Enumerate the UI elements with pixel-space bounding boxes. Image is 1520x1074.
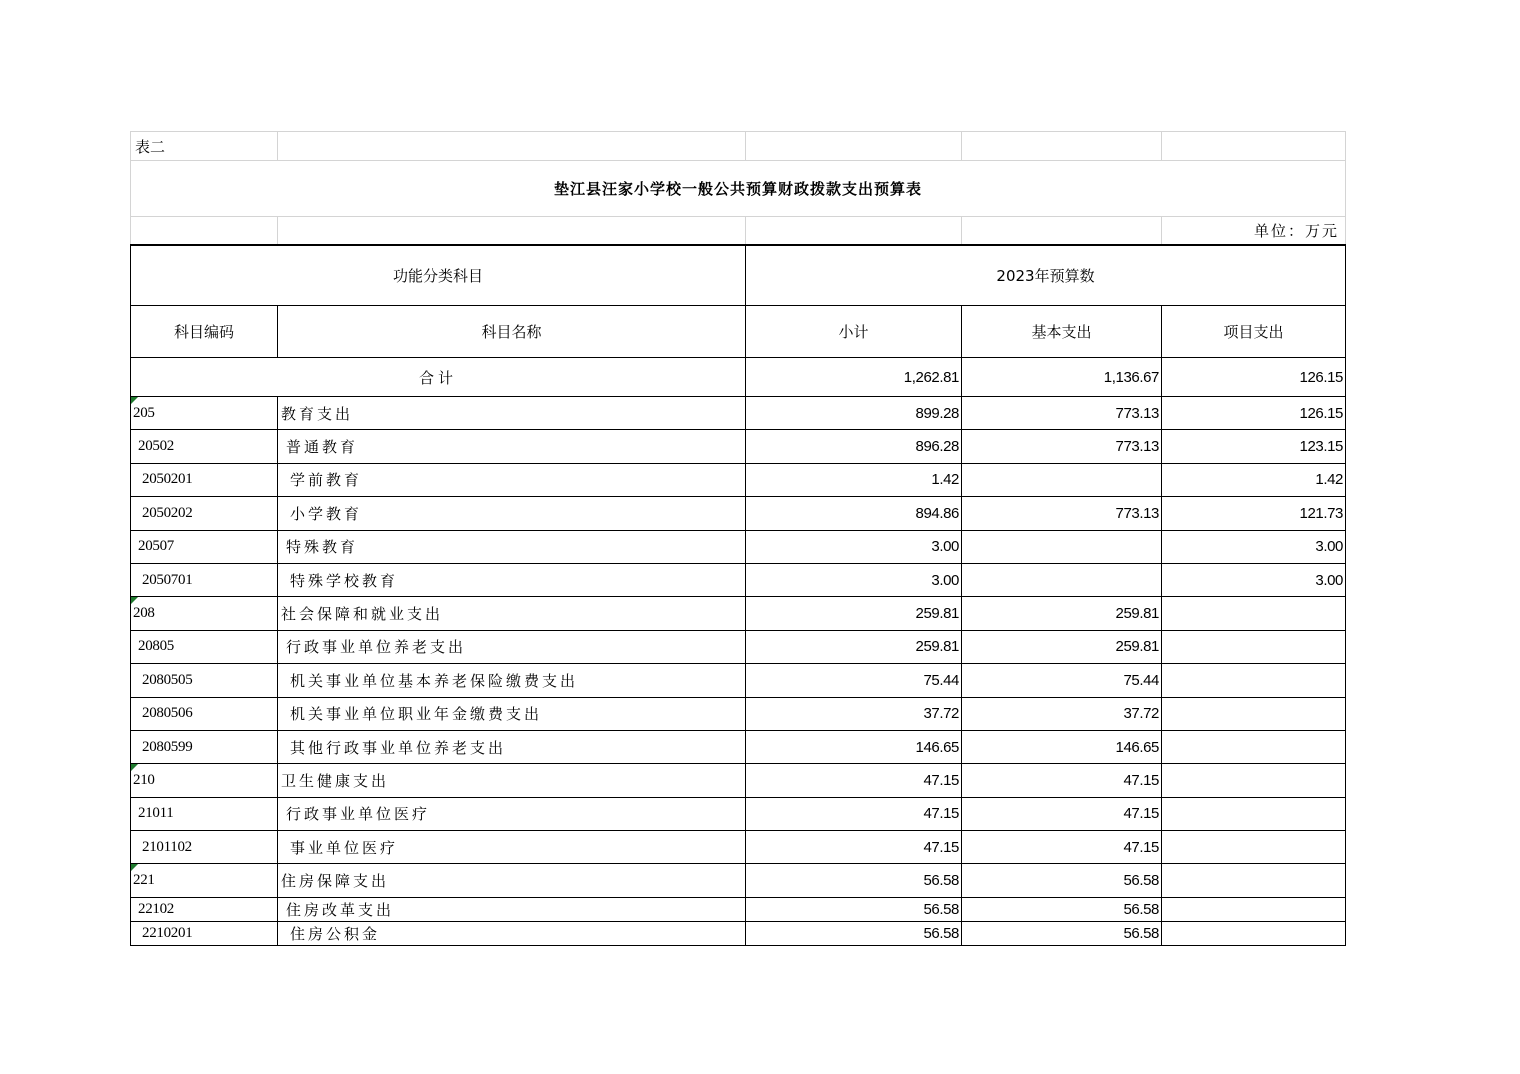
row-subtotal: 1.42	[746, 463, 962, 496]
title-row	[131, 161, 1346, 217]
table-row	[131, 563, 1346, 596]
row-code: 208	[131, 597, 278, 630]
row-code: 22102	[131, 897, 278, 921]
table-row	[131, 897, 1346, 921]
sheet-label: 表二	[131, 132, 278, 161]
row-name: 卫生健康支出	[278, 764, 746, 797]
unit-label: 单位：万元	[1162, 217, 1346, 245]
table-row	[131, 397, 1346, 430]
row-project: 3.00	[1162, 530, 1346, 563]
row-subtotal: 259.81	[746, 597, 962, 630]
header-budget-group: 2023年预算数	[746, 245, 1346, 306]
row-basic: 56.58	[962, 897, 1162, 921]
row-code: 205	[131, 397, 278, 430]
table-row	[131, 430, 1346, 463]
row-name: 其他行政事业单位养老支出	[278, 730, 746, 763]
row-name: 社会保障和就业支出	[278, 597, 746, 630]
header-group-row	[131, 245, 1346, 306]
table-row	[131, 697, 1346, 730]
row-name: 机关事业单位职业年金缴费支出	[278, 697, 746, 730]
cell-marker-icon	[131, 597, 138, 604]
row-project	[1162, 921, 1346, 945]
row-basic: 259.81	[962, 630, 1162, 663]
row-project: 123.15	[1162, 430, 1346, 463]
row-basic	[962, 463, 1162, 496]
row-subtotal: 146.65	[746, 730, 962, 763]
cell-marker-icon	[131, 397, 138, 404]
row-project: 121.73	[1162, 497, 1346, 530]
row-basic: 773.13	[962, 430, 1162, 463]
row-basic: 773.13	[962, 397, 1162, 430]
row-project	[1162, 797, 1346, 830]
row-subtotal: 896.28	[746, 430, 962, 463]
row-basic: 47.15	[962, 764, 1162, 797]
row-name: 教育支出	[278, 397, 746, 430]
row-subtotal: 47.15	[746, 764, 962, 797]
total-row	[131, 358, 1346, 397]
row-name: 学前教育	[278, 463, 746, 496]
total-subtotal: 1,262.81	[746, 358, 962, 397]
row-subtotal: 75.44	[746, 664, 962, 697]
row-code: 20507	[131, 530, 278, 563]
table-row	[131, 864, 1346, 897]
row-name: 住房公积金	[278, 921, 746, 945]
row-project	[1162, 630, 1346, 663]
row-code: 210	[131, 764, 278, 797]
table-row	[131, 730, 1346, 763]
table-row	[131, 664, 1346, 697]
sheet-label-row	[131, 132, 1346, 161]
table-row	[131, 630, 1346, 663]
row-subtotal: 56.58	[746, 864, 962, 897]
row-code: 2050201	[131, 463, 278, 496]
row-name: 行政事业单位养老支出	[278, 630, 746, 663]
row-basic	[962, 530, 1162, 563]
table-row	[131, 497, 1346, 530]
row-code: 2050701	[131, 563, 278, 596]
row-subtotal: 3.00	[746, 563, 962, 596]
row-project: 1.42	[1162, 463, 1346, 496]
cell-marker-icon	[131, 764, 138, 771]
row-code: 2210201	[131, 921, 278, 945]
row-subtotal: 259.81	[746, 630, 962, 663]
unit-row	[131, 217, 1346, 245]
header-name: 科目名称	[278, 306, 746, 358]
row-subtotal: 894.86	[746, 497, 962, 530]
row-basic: 773.13	[962, 497, 1162, 530]
row-code: 2050202	[131, 497, 278, 530]
table-row	[131, 597, 1346, 630]
row-subtotal: 56.58	[746, 897, 962, 921]
table-row	[131, 764, 1346, 797]
total-label: 合计	[131, 358, 746, 397]
row-subtotal: 47.15	[746, 797, 962, 830]
total-project: 126.15	[1162, 358, 1346, 397]
row-name: 机关事业单位基本养老保险缴费支出	[278, 664, 746, 697]
row-code: 21011	[131, 797, 278, 830]
row-name: 住房改革支出	[278, 897, 746, 921]
table-row	[131, 530, 1346, 563]
row-basic: 37.72	[962, 697, 1162, 730]
table-row	[131, 921, 1346, 945]
row-subtotal: 899.28	[746, 397, 962, 430]
row-project: 3.00	[1162, 563, 1346, 596]
row-subtotal: 47.15	[746, 831, 962, 864]
table-row	[131, 463, 1346, 496]
row-basic: 56.58	[962, 864, 1162, 897]
row-basic: 47.15	[962, 797, 1162, 830]
row-project	[1162, 697, 1346, 730]
row-code: 20805	[131, 630, 278, 663]
row-code: 221	[131, 864, 278, 897]
row-project	[1162, 664, 1346, 697]
row-project	[1162, 730, 1346, 763]
row-project: 126.15	[1162, 397, 1346, 430]
header-column-row	[131, 306, 1346, 358]
header-basic: 基本支出	[962, 306, 1162, 358]
row-code: 2080506	[131, 697, 278, 730]
page-title: 垫江县汪家小学校一般公共预算财政拨款支出预算表	[131, 161, 1346, 217]
row-project	[1162, 831, 1346, 864]
row-project	[1162, 764, 1346, 797]
row-name: 特殊学校教育	[278, 563, 746, 596]
table-row	[131, 797, 1346, 830]
row-code: 2101102	[131, 831, 278, 864]
header-func-group: 功能分类科目	[131, 245, 746, 306]
row-name: 特殊教育	[278, 530, 746, 563]
row-project	[1162, 597, 1346, 630]
row-basic: 259.81	[962, 597, 1162, 630]
table-row	[131, 831, 1346, 864]
header-subtotal: 小计	[746, 306, 962, 358]
cell-marker-icon	[131, 864, 138, 871]
row-code: 2080599	[131, 730, 278, 763]
row-name: 住房保障支出	[278, 864, 746, 897]
header-project: 项目支出	[1162, 306, 1346, 358]
row-name: 事业单位医疗	[278, 831, 746, 864]
row-subtotal: 3.00	[746, 530, 962, 563]
total-basic: 1,136.67	[962, 358, 1162, 397]
row-subtotal: 37.72	[746, 697, 962, 730]
row-basic: 75.44	[962, 664, 1162, 697]
row-basic	[962, 563, 1162, 596]
row-name: 小学教育	[278, 497, 746, 530]
row-project	[1162, 897, 1346, 921]
row-name: 普通教育	[278, 430, 746, 463]
row-basic: 47.15	[962, 831, 1162, 864]
row-code: 2080505	[131, 664, 278, 697]
row-basic: 56.58	[962, 921, 1162, 945]
row-basic: 146.65	[962, 730, 1162, 763]
budget-table	[130, 131, 1346, 946]
row-name: 行政事业单位医疗	[278, 797, 746, 830]
row-subtotal: 56.58	[746, 921, 962, 945]
row-project	[1162, 864, 1346, 897]
row-code: 20502	[131, 430, 278, 463]
header-code: 科目编码	[131, 306, 278, 358]
